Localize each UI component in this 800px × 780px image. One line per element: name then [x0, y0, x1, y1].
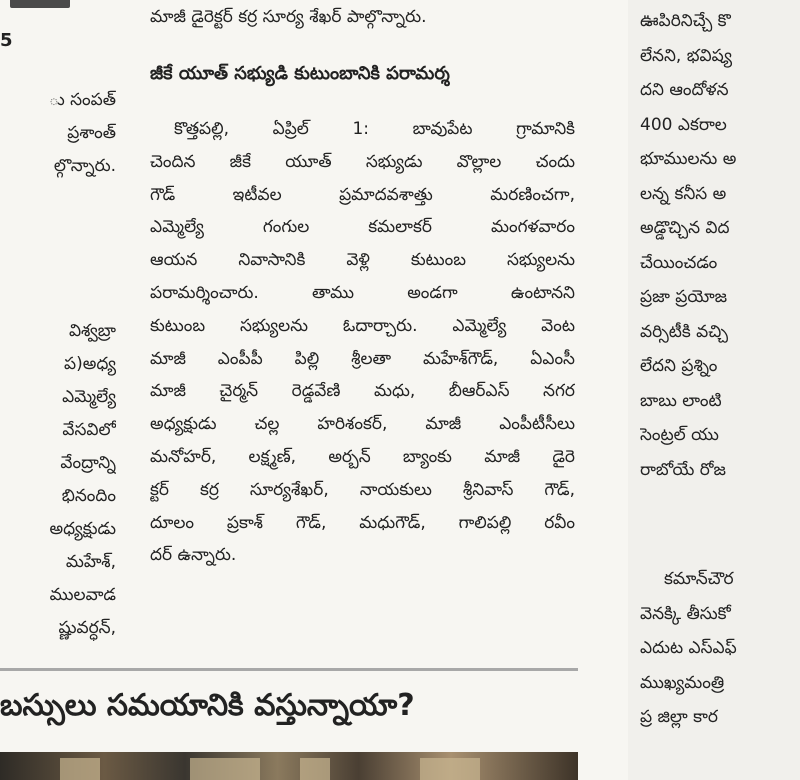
- left-line: ష్ణువర్ధన్,: [58, 618, 116, 638]
- right-line: 400 ఎకరాల: [640, 114, 727, 135]
- right-line: ఎదుట ఎస్ఎఫ్: [640, 638, 737, 658]
- bottom-story-headline: బస్సులు సమయానికి వస్తున్నాయా?: [0, 688, 415, 723]
- previous-story-last-line: మాజీ డైరెక్టర్ కర్ర సూర్య శేఖర్ పాల్గొన్నారు.: [150, 7, 427, 27]
- right-column-text: [640, 4, 800, 735]
- left-line: ల్గొన్నారు.: [53, 156, 116, 176]
- right-line: ప్ర జిల్లా కార: [640, 707, 718, 727]
- right-line: దని ఆందోళన: [640, 80, 729, 100]
- right-line: బాబు లాంటి: [640, 390, 722, 411]
- left-line: భినందిం: [61, 486, 116, 506]
- left-line: అధ్యక్షుడు: [49, 519, 116, 539]
- right-column: [628, 0, 800, 780]
- right-line: అడ్డొచ్చిన విద: [640, 218, 730, 238]
- article-line: ఎమ్మెల్యే గంగుల కమలాకర్ మంగళవారం: [150, 217, 575, 238]
- article-line: మనోహర్, లక్ష్మణ్, అర్బన్ బ్యాంకు మాజీ డైరె: [150, 446, 575, 467]
- article-line: పరామర్శించారు. తాము అండగా ఉంటానని: [150, 282, 575, 303]
- left-column: [0, 0, 116, 665]
- middle-column: [150, 0, 580, 665]
- article-line: మాజీ చైర్మన్ రెడ్డవేణి మధు, బీఆర్ఎస్ నగర: [150, 381, 575, 402]
- left-photo-edge: [10, 0, 70, 8]
- article-line: గౌడ్ ఇటీవల ప్రమాదవశాత్తు మరణించగా,: [150, 184, 575, 205]
- article-line: క్టర్ కర్ర సూర్యశేఖర్, నాయకులు శ్రీనివాస్ గౌడ్,: [150, 479, 575, 500]
- right-line: వెనక్కి తీసుకో: [640, 603, 731, 624]
- article-line: దూలం ప్రకాశ్ గౌడ్, మధుగౌడ్, గాలిపల్లి రవీం: [150, 512, 575, 533]
- right-line: వర్సిటీకి వచ్చి: [640, 321, 729, 342]
- article-line: అధ్యక్షుడు చల్ల హరిశంకర్, మాజీ ఎంపీటీసీలు: [150, 414, 575, 435]
- left-line: వేంద్రాన్ని: [60, 453, 116, 473]
- right-line: కమాన్‌చౌర: [664, 569, 734, 589]
- left-line: ు సంపత్: [49, 90, 116, 110]
- right-line: భూములను అ: [640, 149, 737, 169]
- right-line: ఊపిరినిచ్చే కొ: [640, 11, 731, 31]
- article-line: చెందిన జీకే యూత్ సభ్యుడు వొల్లాల చందు: [150, 151, 575, 172]
- left-line: వేసవిలో: [62, 420, 116, 440]
- right-line: సెంట్రల్ యు: [640, 425, 719, 445]
- article-body: [150, 113, 580, 572]
- article-line: ఆయన నివాసానికి వెళ్లి కుటుంబ సభ్యులను: [150, 250, 575, 271]
- left-line: విశ్వబ్రా: [68, 321, 116, 341]
- right-line: లేనని, భవిష్య: [640, 45, 733, 66]
- left-column-text: [0, 84, 116, 645]
- section-divider: [0, 668, 578, 671]
- left-mark: 5: [0, 30, 13, 51]
- article-line: కుటుంబ సభ్యులను ఓదార్చారు. ఎమ్మెల్యే వెంట: [150, 315, 575, 336]
- bottom-story-photo: [0, 752, 578, 780]
- right-line: రాబోయే రోజ: [640, 459, 726, 480]
- left-line: ఎమ్మెల్యే: [62, 387, 116, 407]
- left-line: మహేశ్,: [65, 552, 116, 572]
- article-line: మాజీ ఎంపీపీ పిల్లి శ్రీలతా మహేశ్‌గౌడ్, ఏఎంసీ: [150, 348, 575, 369]
- right-line: లేదని ప్రశ్నిం: [640, 356, 718, 376]
- article-heading: జీకే యూత్ సభ్యుడి కుటుంబానికి పరామర్శ: [150, 63, 450, 84]
- right-line: లన్న కనీస అ: [640, 183, 727, 204]
- left-line: ప్రశాంత్: [67, 123, 116, 143]
- right-line: ప్రజా ప్రయోజ: [640, 287, 728, 307]
- article-line: దర్ ఉన్నారు.: [150, 545, 237, 566]
- left-line: ప)అధ్య: [64, 354, 116, 374]
- right-line: చేయించడం: [640, 252, 718, 273]
- left-line: ములవాడ: [49, 585, 116, 605]
- article-line: కొత్తపల్లి, ఏప్రిల్ 1: బావుపేట గ్రామానికి: [174, 119, 575, 139]
- right-line: ముఖ్యమంత్రి: [640, 672, 725, 693]
